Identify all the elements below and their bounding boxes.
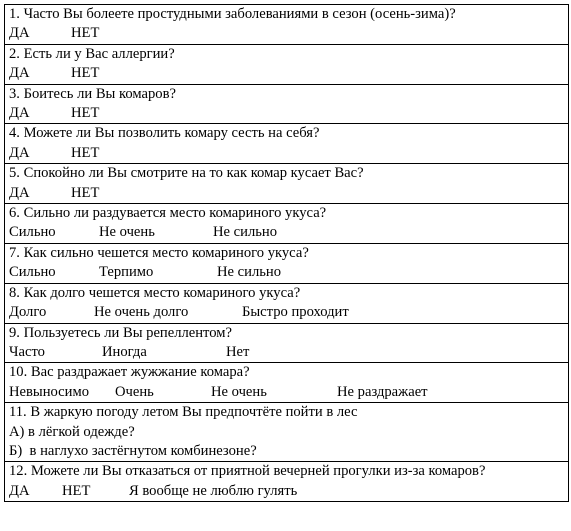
answer-option-unbearable: Невыносимо [9, 383, 90, 400]
question-text: 7. Как сильно чешется место комариного укуса? [9, 244, 309, 261]
question-row-6 [5, 204, 569, 244]
answer-options [9, 343, 568, 362]
question-row-1 [5, 5, 569, 45]
answer-option-not-very: Не очень [211, 383, 267, 400]
answer-options [9, 223, 568, 242]
answer-options [9, 263, 568, 282]
question-cell [5, 363, 569, 403]
question-cell [5, 124, 569, 164]
question-row-10 [5, 363, 569, 403]
answer-options [9, 383, 568, 402]
answer-option-sometimes: Иногда [102, 343, 147, 360]
question-text: 2. Есть ли у Вас аллергии? [9, 45, 175, 62]
answer-option-not-annoying: Не раздражает [337, 383, 428, 400]
question-cell [5, 84, 569, 124]
answer-option-not-very: Не очень [99, 224, 155, 241]
answer-option-da: ДА [9, 482, 30, 499]
answer-option-long: Долго [9, 304, 47, 321]
question-row-3 [5, 84, 569, 124]
question-cell [5, 164, 569, 204]
answer-option-tolerable: Терпимо [99, 264, 154, 281]
answer-option-not-strongly: Не сильно [217, 264, 281, 281]
answer-option-da: ДА [9, 184, 30, 201]
question-text: 1. Часто Вы болеете простудными заболеваниями в сезон (осень-зима)? [9, 6, 456, 22]
answer-option-net: НЕТ [71, 105, 100, 122]
answer-options [9, 104, 568, 123]
question-cell [5, 462, 569, 502]
answer-option-net: НЕТ [71, 184, 100, 201]
answer-options [9, 64, 568, 83]
answer-options [9, 144, 568, 163]
answer-option-net: НЕТ [71, 25, 100, 42]
answer-option-dont-like-walking: Я вообще не люблю гулять [129, 482, 298, 499]
answer-option-a: А) в лёгкой одежде? [9, 423, 135, 440]
answer-option-no: Нет [226, 343, 250, 360]
answer-option-strongly: Сильно [9, 264, 56, 281]
question-row-5 [5, 164, 569, 204]
answer-options [9, 303, 568, 322]
question-text: 8. Как долго чешется место комариного укуса? [9, 284, 301, 301]
answer-option-net: НЕТ [71, 65, 100, 82]
answer-option-strongly: Сильно [9, 224, 56, 241]
answer-options [9, 24, 568, 43]
question-text: 12. Можете ли Вы отказаться от приятной вечерней прогулки из-за комаров? [9, 463, 486, 480]
answer-option-da: ДА [9, 65, 30, 82]
answer-option-very: Очень [115, 383, 154, 400]
question-cell [5, 44, 569, 84]
question-cell [5, 323, 569, 363]
answer-option-often: Часто [9, 343, 45, 360]
answer-option-da: ДА [9, 105, 30, 122]
answer-option-b: Б) в наглухо застёгнутом комбинезоне? [9, 442, 257, 459]
answer-option-passes-quickly: Быстро проходит [242, 304, 349, 321]
question-cell [5, 243, 569, 283]
question-cell [5, 283, 569, 323]
answer-option-da: ДА [9, 144, 30, 161]
question-text: 6. Сильно ли раздувается место комариного укуса? [9, 205, 327, 222]
question-text: 11. В жаркую погоду летом Вы предпочтёте пойти в лес [9, 404, 358, 421]
answer-option-not-very-long: Не очень долго [94, 304, 189, 321]
question-text: 10. Вас раздражает жужжание комара? [9, 364, 250, 381]
question-cell [5, 403, 569, 462]
question-row-4 [5, 124, 569, 164]
question-text: 4. Можете ли Вы позволить комару сесть на себя? [9, 125, 320, 142]
question-row-7 [5, 243, 569, 283]
answer-option-da: ДА [9, 25, 30, 42]
question-cell [5, 5, 569, 45]
question-text: 3. Боитесь ли Вы комаров? [9, 85, 176, 102]
question-row-11 [5, 403, 569, 462]
answer-options [9, 482, 568, 501]
question-row-8 [5, 283, 569, 323]
question-row-9 [5, 323, 569, 363]
question-text: 9. Пользуетесь ли Вы репеллентом? [9, 324, 232, 341]
question-text: 5. Спокойно ли Вы смотрите на то как комар кусает Вас? [9, 165, 364, 182]
answer-option-not-strongly: Не сильно [213, 224, 277, 241]
question-row-12 [5, 462, 569, 502]
answer-option-net: НЕТ [71, 144, 100, 161]
questionnaire-table [4, 4, 569, 502]
question-cell [5, 204, 569, 244]
answer-option-net: НЕТ [62, 482, 91, 499]
answer-options [9, 184, 568, 203]
question-row-2 [5, 44, 569, 84]
